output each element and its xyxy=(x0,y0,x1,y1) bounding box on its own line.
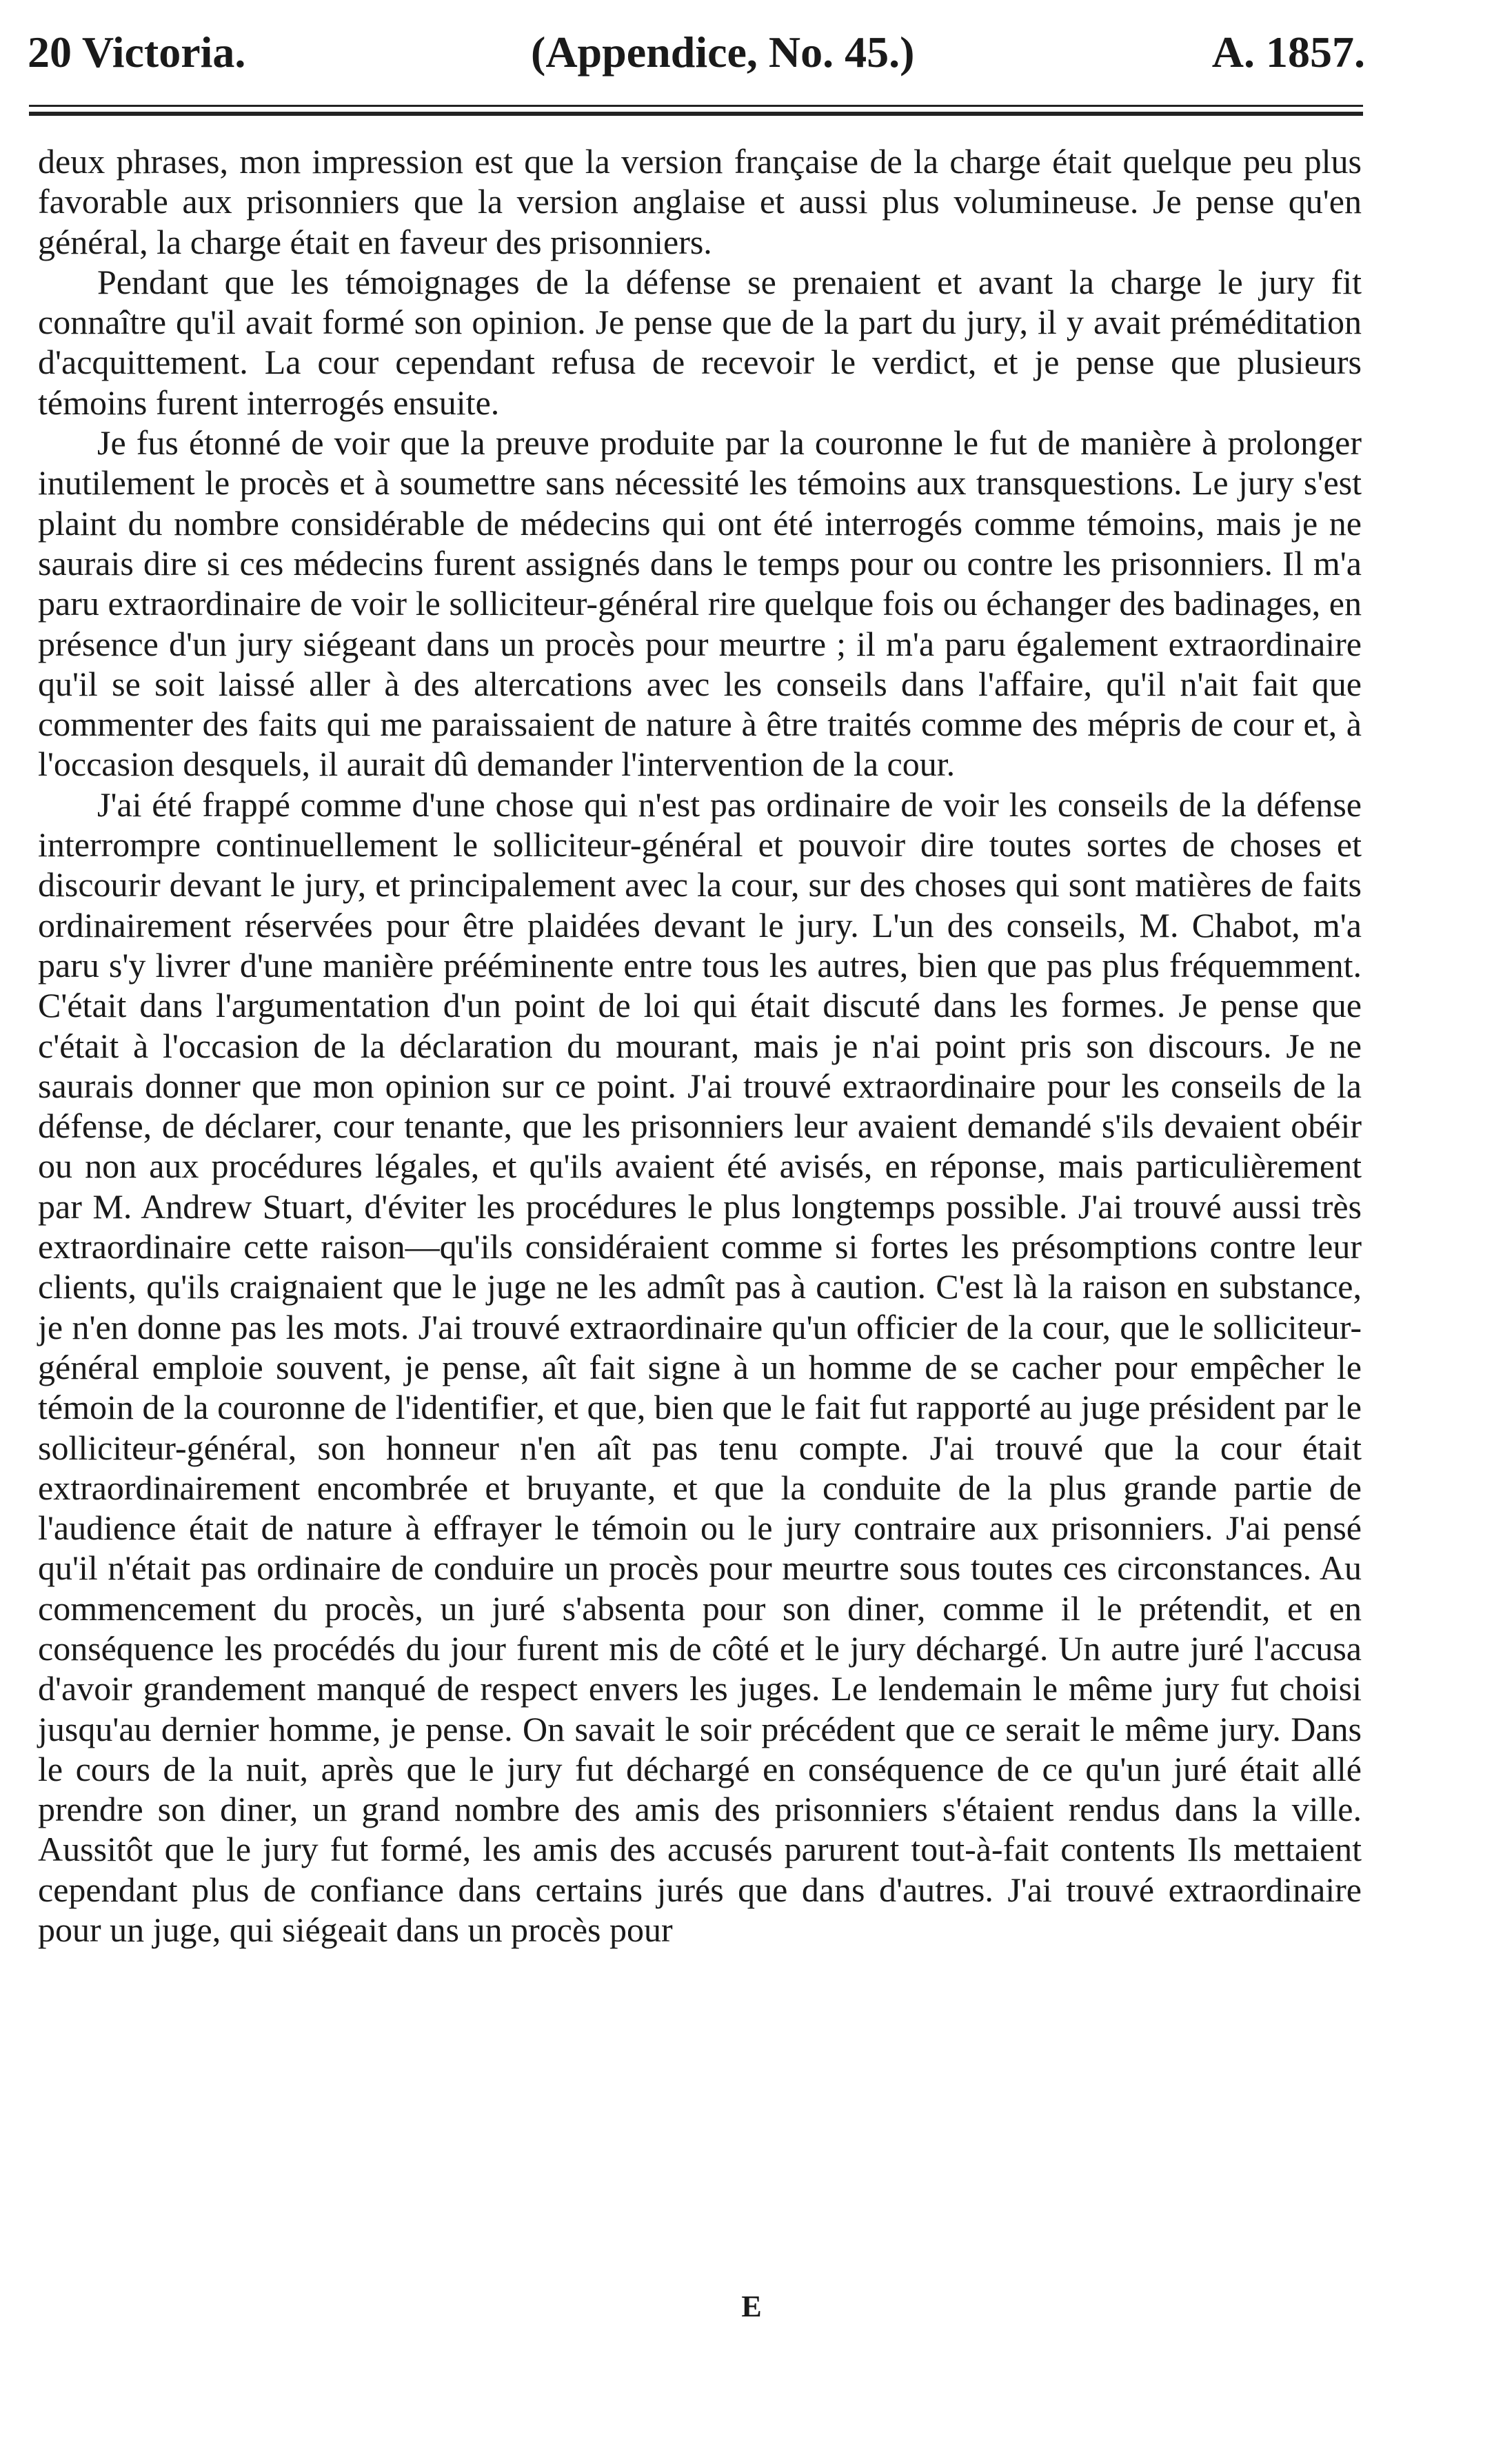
header-rule-thick xyxy=(29,112,1363,116)
body-text xyxy=(38,141,1362,1950)
paragraph: Pendant que les témoignages de la défense se prenaient et avant la charge le jury fit connaître qu'il avait formé son opinion. Je pense que de la part du jury, il y avait préméditation d'acquittement. La cour cependant refusa de recevoir le verdict, et je pense que plusieurs témoins furent interrogés ensuite. xyxy=(38,262,1362,422)
paragraph: Je fus étonné de voir que la preuve produite par la couronne le fut de manière à prolonger inutilement le procès et à soumettre sans nécessité les témoins aux transquestions. Le jury s'est plaint du nombre considérable de médecins qui ont été interrogés comme témoins, mais je ne saurais dire si ces médecins furent assignés dans le temps pour ou contre les prisonniers. Il m'a paru extraordinaire de voir le solliciteur-général rire quelque fois ou échanger des badinages, en présence d'un jury siégeant dans un procès pour meurtre ; il m'a paru également extraordinaire qu'il se soit laissé aller à des altercations avec les conseils dans l'affaire, qu'il n'ait fait que commenter des faits qui me paraissaient de nature à être traités comme des mépris de cour et, à l'occasion desquels, il aurait dû demander l'intervention de la cour. xyxy=(38,423,1362,784)
paragraph: J'ai été frappé comme d'une chose qui n'est pas ordinaire de voir les conseils de la défense interrompre continuellement le solliciteur-général et pouvoir dire toutes sortes de choses et discourir devant le jury, et principalement avec la cour, sur des choses qui sont matières de faits ordinairement réservées pour être plaidées devant le jury. L'un des conseils, M. Chabot, m'a paru s'y livrer d'une manière prééminente entre tous les autres, bien que pas plus fréquemment. C'était dans l'argumentation d'un point de loi qui était discuté dans les formes. Je pense que c'était à l'occasion de la déclaration du mourant, mais je n'ai point pris son discours. Je ne saurais donner que mon opinion sur ce point. J'ai trouvé extraordinaire pour les conseils de la défense, de déclarer, cour tenante, que les prisonniers leur avaient demandé s'ils devaient obéir ou non aux procédures légales, et qu'ils avaient été avisés, en réponse, mais particulièrement par M. Andrew Stuart, d'éviter les procédures le plus longtemps possible. J'ai trouvé aussi très extraordinaire cette raison—qu'ils considéraient comme si fortes les présomptions contre leur clients, qu'ils craignaient que le juge ne les admît pas à caution. C'est là la raison en substance, je n'en donne pas les mots. J'ai trouvé extraordinaire qu'un officier de la cour, que le solliciteur-général emploie souvent, je pense, aît fait signe à un homme de se cacher pour empêcher le témoin de la couronne de l'identifier, et que, bien que le fait fut rapporté au juge président par le solliciteur-général, son honneur n'en aît pas tenu compte. J'ai trouvé que la cour était extraordinairement encombrée et bruyante, et que la conduite de la plus grande partie de l'audience était de nature à effrayer le témoin ou le jury contraire aux prisonniers. J'ai pensé qu'il n'était pas ordinaire de conduire un procès pour meurtre sous toutes ces circonstances. Au commencement du procès, un juré s'absenta pour son diner, comme il le prétendit, et en conséquence les procédés du jour furent mis de côté et le jury déchargé. Un autre juré l'accusa d'avoir grandement manqué de respect envers les juges. Le lendemain le même jury fut choisi jusqu'au dernier homme, je pense. On savait le soir précédent que ce serait le même jury. Dans le cours de la nuit, après que le jury fut déchargé en conséquence de ce qu'un juré était allé prendre son diner, un grand nombre des amis des prisonniers s'étaient rendus dans la ville. Aussitôt que le jury fut formé, les amis des accusés parurent tout-à-fait contents Ils mettaient cependant plus de confiance dans certains jurés que dans d'autres. J'ai trouvé extraordinaire pour un juge, qui siégeait dans un procès pour xyxy=(38,785,1362,1950)
header-year: A. 1857. xyxy=(1211,28,1365,77)
page-header xyxy=(28,25,1365,80)
paragraph-continuation: deux phrases, mon impression est que la version française de la charge était quelque peu plus favorable aux prisonniers que la version anglaise et aussi plus volumineuse. Je pense qu'en général, la charge était en faveur des prisonniers. xyxy=(38,142,1362,261)
signature-mark: E xyxy=(741,2290,762,2323)
header-rule-thin xyxy=(29,105,1363,107)
header-appendix-number: (Appendice, No. 45.) xyxy=(531,28,915,77)
header-regnal-year: 20 Victoria. xyxy=(28,28,246,77)
